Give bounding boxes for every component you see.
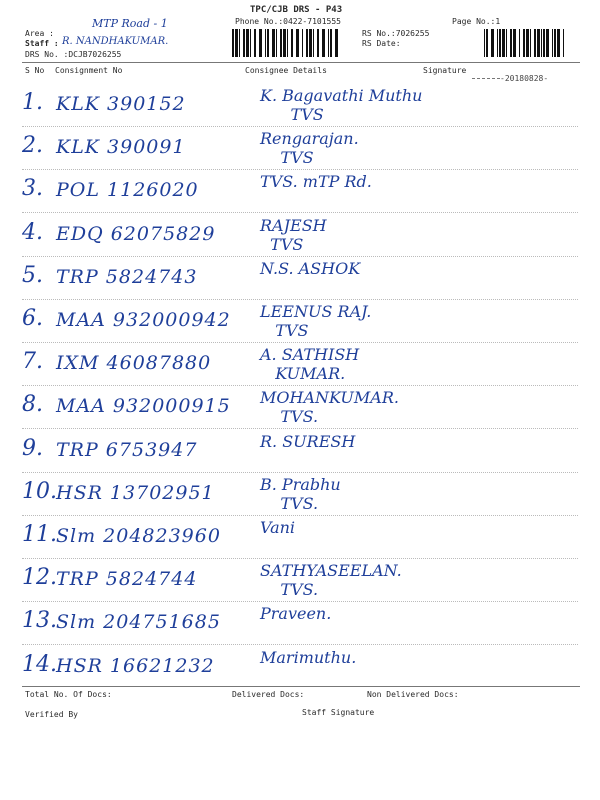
rs-barcode (484, 29, 580, 57)
area-value: MTP Road - 1 (92, 17, 168, 30)
barcode-bar (486, 29, 488, 57)
staff-value: R. NANDHAKUMAR. (62, 36, 169, 47)
list-item (22, 300, 578, 346)
barcode-bar (306, 29, 308, 57)
barcode-bar (543, 29, 545, 57)
barcode-bar (541, 29, 542, 57)
list-item (22, 559, 578, 605)
list-item (22, 516, 578, 562)
entry-consignment-number: KLK 390152 (56, 93, 186, 115)
entry-consignment-number: TRP 6753947 (56, 438, 198, 461)
entry-consignee: MOHANKUMAR. TVS. (260, 388, 399, 427)
entry-consignee: LEENUS RAJ. TVS (260, 302, 372, 340)
drs-number: DRS No. :DCJB7026255 (25, 50, 122, 59)
page-number: Page No.:1 (452, 17, 501, 26)
barcode-bar (246, 29, 249, 57)
col-consignment: Consignment No (55, 66, 123, 75)
entry-serial: 11. (22, 522, 57, 547)
barcode-bar (267, 29, 269, 57)
list-item (22, 214, 578, 260)
entry-consignment-number: HSR 16621232 (56, 654, 215, 677)
document-title: TPC/CJB DRS - P43 (250, 5, 343, 15)
barcode-bar (506, 29, 507, 57)
barcode-bar (484, 29, 485, 57)
barcode-bar (513, 29, 516, 57)
barcode-bar (491, 29, 494, 57)
barcode-bar (497, 29, 498, 57)
entry-serial: 2. (22, 133, 43, 159)
barcode-bar (254, 29, 256, 57)
barcode-bar (235, 29, 238, 57)
barcode-bar (554, 29, 556, 57)
delivered-docs: Delivered Docs: (232, 690, 305, 699)
barcode-bar (563, 29, 564, 57)
barcode-bar (526, 29, 529, 57)
entry-consignment-number: KLK 390091 (56, 136, 186, 159)
barcode-bar (250, 29, 251, 57)
barcode-bar (530, 29, 531, 57)
entry-serial: 4. (22, 219, 43, 245)
entry-serial: 9. (22, 435, 43, 461)
barcode-bar (232, 29, 234, 57)
barcode-bar (330, 29, 332, 57)
rs-number: RS No.:7026255 (362, 29, 430, 38)
barcode-bar (272, 29, 275, 57)
date-stamp-rule (472, 78, 500, 79)
barcode-bar (557, 29, 560, 57)
entry-consignment-number: TRP 5824744 (56, 568, 198, 591)
non-delivered-docs: Non Delivered Docs: (367, 690, 459, 699)
barcode-bar (313, 29, 314, 57)
date-stamp: -20180828- (500, 74, 549, 83)
barcode-bar (546, 29, 549, 57)
barcode-bar (276, 29, 277, 57)
area-label: Area : (25, 29, 54, 38)
staff-signature: Staff Signature (302, 708, 375, 717)
footer-divider (22, 686, 580, 687)
list-item (22, 257, 578, 303)
entry-consignment-number: Slm 204823960 (56, 525, 221, 547)
entry-consignee: B. Prabhu TVS. (260, 474, 341, 513)
list-item (22, 170, 578, 216)
barcode-bar (523, 29, 525, 57)
barcode-bar (317, 29, 319, 57)
entry-consignee: TVS. mTP Rd. (260, 172, 372, 192)
staff-label: Staff : (25, 39, 59, 48)
entry-serial: 5. (22, 262, 43, 288)
entry-consignee: Vani (260, 518, 296, 537)
list-item (22, 602, 578, 648)
col-sno: S No (25, 66, 45, 75)
entry-consignee: Praveen. (260, 604, 332, 624)
col-consignee: Consignee Details (245, 66, 327, 75)
list-item (22, 343, 578, 389)
barcode-bar (552, 29, 553, 57)
drs-barcode (232, 29, 354, 57)
barcode-bar (302, 29, 303, 57)
barcode-bar (259, 29, 262, 57)
list-item (22, 386, 578, 432)
barcode-bar (291, 29, 293, 57)
total-docs: Total No. Of Docs: (25, 690, 112, 699)
entry-serial: 3. (22, 176, 43, 202)
barcode-bar (243, 29, 245, 57)
entry-serial: 6. (22, 306, 43, 331)
entry-consignee: K. Bagavathi Muthu TVS (260, 86, 423, 124)
entry-consignment-number: Slm 204751685 (56, 611, 221, 634)
entry-consignee: Rengarajan. TVS (260, 129, 359, 168)
barcode-bar (519, 29, 520, 57)
entry-serial: 1. (22, 90, 43, 115)
barcode-bar (537, 29, 540, 57)
barcode-bar (322, 29, 325, 57)
list-item (22, 473, 578, 519)
rs-date: RS Date: (362, 39, 401, 48)
entry-serial: 13. (22, 608, 57, 634)
entry-consignee: R. SURESH (260, 431, 356, 451)
verified-by: Verified By (25, 710, 78, 719)
barcode-bar (287, 29, 288, 57)
col-signature: Signature (423, 66, 467, 75)
barcode-bar (265, 29, 266, 57)
entry-consignment-number: EDQ 62075829 (56, 222, 216, 245)
entry-consignment-number: MAA 932000915 (56, 395, 231, 418)
barcode-bar (502, 29, 505, 57)
entry-consignee: Marimuthu. (260, 647, 357, 667)
entry-consignment-number: HSR 13702951 (56, 481, 215, 504)
barcode-bar (296, 29, 299, 57)
entry-consignee: SATHYASEELAN. TVS. (260, 561, 402, 600)
entry-serial: 8. (22, 392, 43, 418)
entry-consignee: RAJESH TVS (260, 215, 327, 254)
phone-number: Phone No.:0422-7101555 (235, 17, 341, 26)
barcode-bar (335, 29, 338, 57)
entry-consignee: A. SATHISH KUMAR. (260, 345, 360, 384)
barcode-bar (309, 29, 312, 57)
list-item (22, 646, 578, 692)
barcode-bar (499, 29, 501, 57)
entry-consignment-number: IXM 46087880 (56, 352, 212, 375)
barcode-bar (280, 29, 282, 57)
entry-consignment-number: POL 1126020 (56, 179, 199, 202)
entry-consignment-number: MAA 932000942 (56, 309, 231, 331)
entry-consignment-number: TRP 5824743 (56, 265, 198, 288)
barcode-bar (510, 29, 512, 57)
entry-serial: 10. (22, 478, 57, 504)
entry-serial: 7. (22, 349, 43, 375)
entry-consignee: N.S. ASHOK (260, 258, 361, 278)
list-item (22, 84, 578, 130)
barcode-bar (239, 29, 240, 57)
entry-serial: 12. (22, 565, 57, 591)
barcode-bar (328, 29, 329, 57)
entry-serial: 14. (22, 651, 57, 677)
barcode-bar (534, 29, 536, 57)
list-item (22, 127, 578, 173)
list-item (22, 430, 578, 476)
barcode-bar (283, 29, 286, 57)
header-divider (22, 62, 580, 63)
